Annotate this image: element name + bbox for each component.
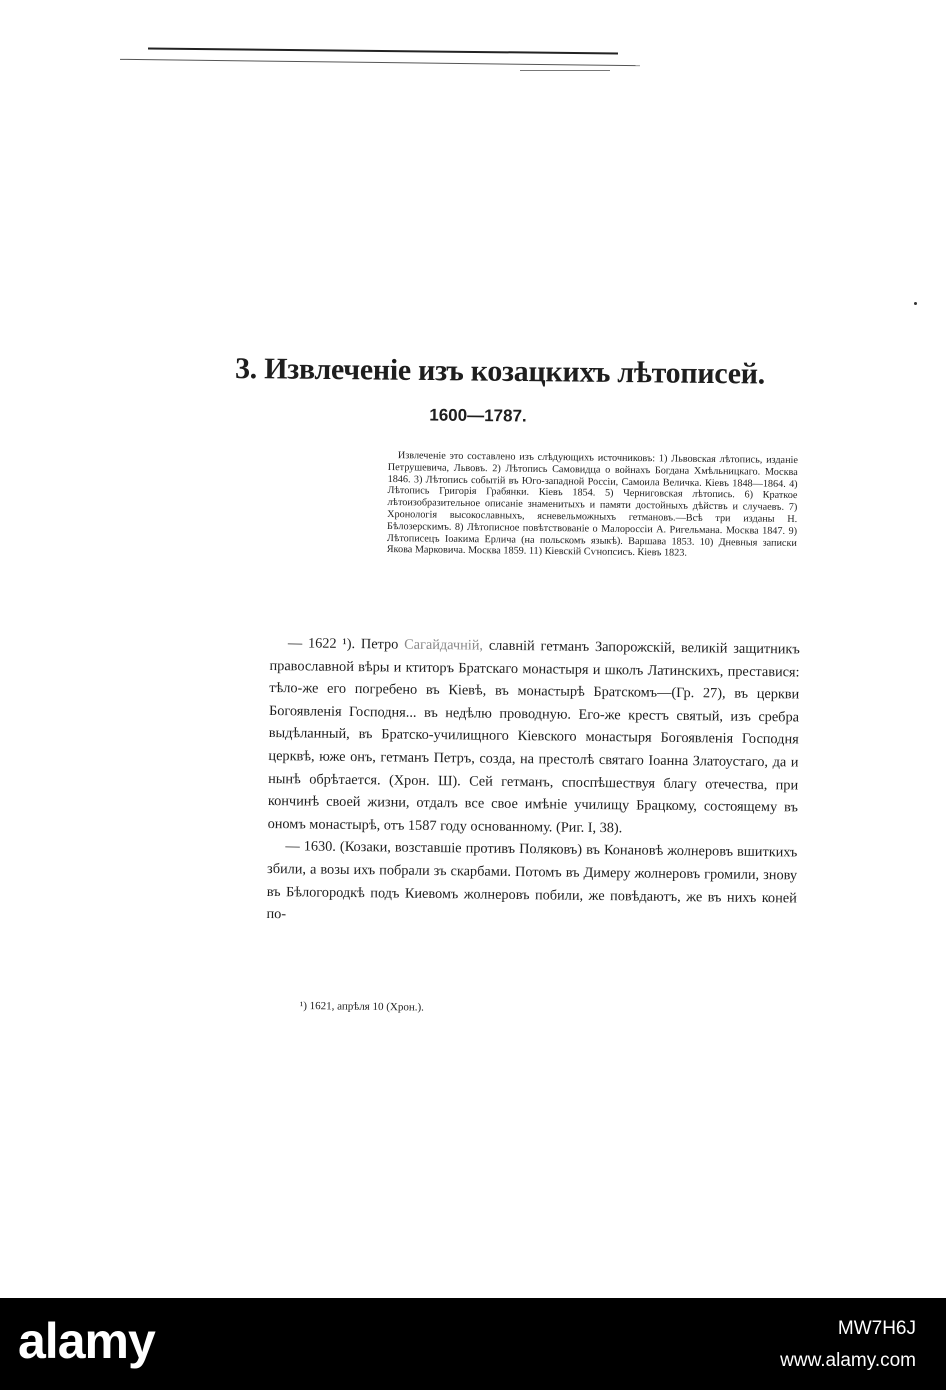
- page-title: 3. Извлеченіе изъ козацкихъ лѣтописей.: [234, 352, 766, 391]
- paragraph-1630: — 1630. (Козаки, возставшіе противъ Поляковъ) въ Конановѣ жолнеровъ вшиткихъ збили, а возы ихъ побрали зъ скарбами. Потомъ въ Димеру жолнеровъ громили, знову въ Бѣлогородкѣ подъ Киевомъ жолнеровъ побили, же повѣдаютъ, же въ нихъ коней по-: [266, 838, 798, 923]
- paragraph-lead: — 1622 ¹). Петро: [287, 635, 405, 653]
- paragraph-rest: славній гетманъ Запорожскій, великій защитникъ православной вѣры и ктиторъ Братскаго монастыря и школъ Латинскихъ, преставися: тѣло-же его погребено въ Кіевѣ, въ монастырѣ Братскомъ—(Гр. 27), въ церкви Богоявленія Господня... въ недѣлю проводную. Его-же крестъ святый, изъ сребра выдѣланный, въ Братско-училищного Кіевского монастыря Богоявленія Господня церквѣ, юже онъ, гетманъ Петръ, созда, на престолѣ святаго Іоанна Златоустаго, да и нынѣ обрѣтается. (Хрон. Ш). Сей гетманъ, споспѣшествуя благу отечества, при кончинѣ своей жизни, отдалъ все свое имѣніе училищу Брацкому, состоящему въ ономъ монастырѣ, отъ 1587 году основанному. (Риг. I, 38).: [267, 637, 800, 837]
- scan-artifact-line: [148, 48, 618, 55]
- alamy-logo: alamy: [18, 1313, 155, 1369]
- scan-artifact-line: [120, 59, 640, 66]
- scan-artifact-line: [520, 70, 610, 71]
- site-url: www.alamy.com: [780, 1350, 916, 1371]
- faded-word: Сагайдачній,: [404, 636, 484, 654]
- date-range: 1600—1787.: [429, 405, 527, 426]
- scan-speck: [914, 302, 917, 305]
- main-text: [266, 632, 800, 932]
- image-id: MW7H6J: [837, 1318, 916, 1339]
- footnote: ¹) 1621, апрѣля 10 (Хрон.).: [299, 1000, 425, 1014]
- paragraph-1622: [268, 632, 800, 842]
- watermark-banner: [0, 1298, 946, 1390]
- sources-note: Извлеченіе это составлено изъ слѣдующихъ источниковъ: 1) Львовская лѣтопись, изданіе Петрушевича, Львовъ. 2) Лѣтопись Самовидца о войнахъ Богдана Хмѣльницкаго. Москва 1846. 3) Лѣтопись событій въ Юго-западной Россіи, Самоила Величка. Кіевъ 1848—1864. 4) Лѣтопись Григорія Грабянки. Кіевъ 1854. 5) Черниговская лѣтопись. 6) Краткое лѣтоизобразительное описаніе знаменитыхъ и памяти достойныхъ дѣйствъ и случаевъ. 7) Хронологія высокославныхъ, ясневельможныхъ гетмановъ.—Всѣ три изданы Н. Бѣлозерскимъ. 8) Лѣтописное повѣтствованіе о Малороссіи А. Ригельмана. Москва 1847. 9) Лѣтописецъ Іоакима Ерлича (на польскомъ языкѣ). Варшава 1853. 10) Дневныя записки Якова Марковича. Москва 1859. 11) Кіевскій Сѵнопсисъ. Кіевъ 1823.: [386, 450, 798, 560]
